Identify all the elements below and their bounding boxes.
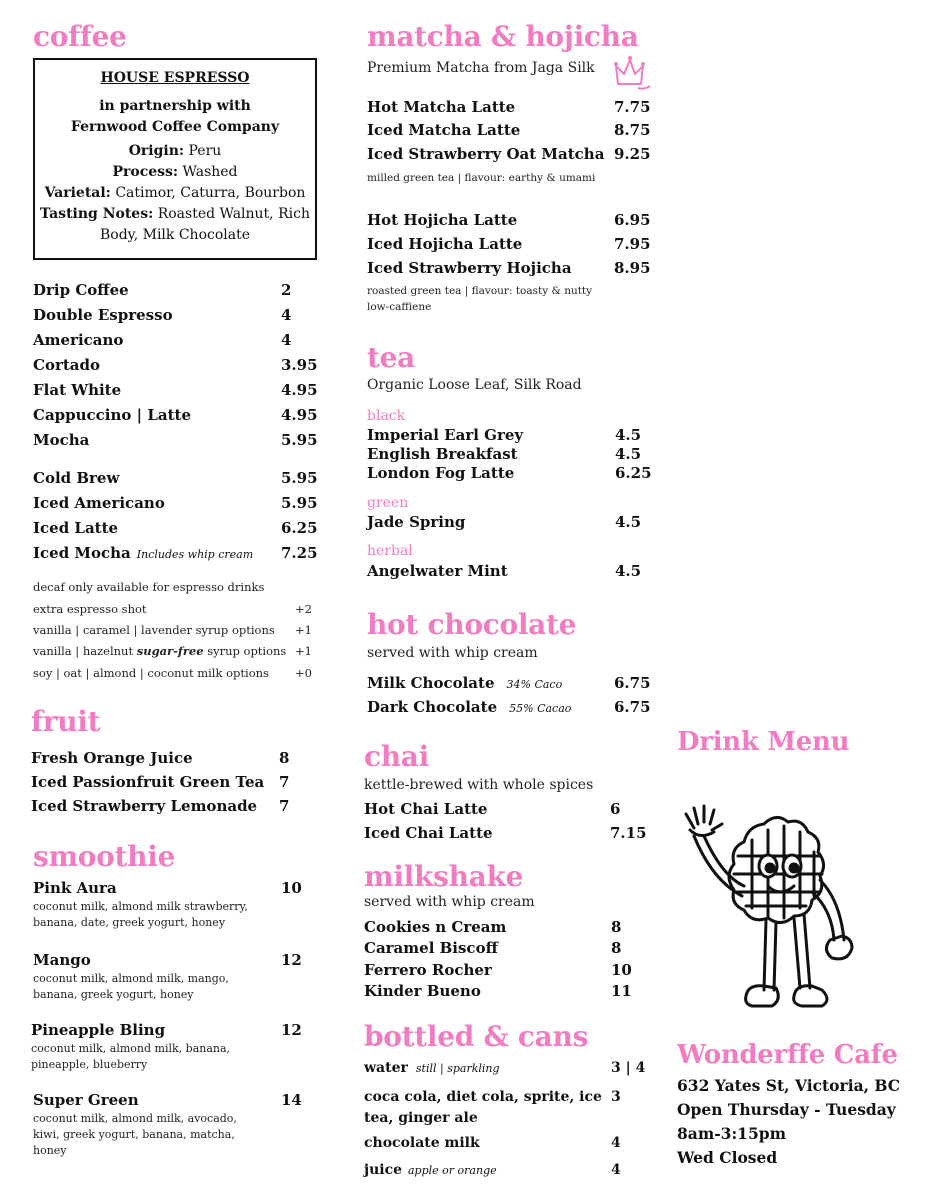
list-item: coca cola, diet cola, sprite, ice tea, ginger ale 3	[364, 1089, 621, 1126]
notes-value-2: Body, Milk Chocolate	[99, 227, 250, 243]
list-item: Caramel Biscoff 8	[364, 939, 622, 957]
house-espresso-box	[33, 58, 317, 260]
list-item: water still | sparkling 3 | 4	[364, 1060, 646, 1076]
tea-category-green: green	[367, 495, 409, 511]
varietal-label: Varietal:	[44, 185, 111, 201]
list-item: Double Espresso 4	[33, 306, 292, 324]
partner-line-1: in partnership with	[99, 98, 251, 114]
list-item: London Fog Latte 6.25	[367, 464, 652, 482]
matcha-heading: matcha & hojicha	[367, 20, 639, 53]
list-item: Pineapple Bling 12 coconut milk, almond milk, banana, pineapple, blueberry	[31, 1021, 302, 1071]
list-item: Jade Spring 4.5	[367, 513, 642, 531]
process-label: Process:	[112, 164, 179, 180]
list-item: Flat White 4.95	[33, 381, 318, 399]
list-item: Mango 12 coconut milk, almond milk, mango, banana, greek yogurt, honey	[33, 951, 302, 1001]
addon-item: extra espresso shot +2	[33, 602, 312, 616]
list-item: Cookies n Cream 8	[364, 918, 622, 936]
list-item: Iced Latte 6.25	[33, 519, 318, 537]
decaf-note: decaf only available for espresso drinks	[33, 580, 265, 594]
list-item: Iced Strawberry Lemonade 7	[31, 797, 290, 815]
list-item: Iced Matcha Latte 8.75	[367, 121, 651, 139]
bottled-heading: bottled & cans	[364, 1020, 589, 1053]
hot-chocolate-subtitle: served with whip cream	[367, 645, 538, 661]
list-item: Cold Brew 5.95	[33, 469, 318, 487]
list-item: Iced Chai Latte 7.15	[364, 824, 647, 842]
addon-item: vanilla | caramel | lavender syrup options +1	[33, 623, 312, 637]
milkshake-heading: milkshake	[364, 860, 524, 893]
tea-category-black: black	[367, 408, 406, 424]
list-item: Iced Strawberry Oat Matcha 9.25	[367, 145, 651, 163]
cafe-hours-days: Open Thursday - Tuesday	[677, 1100, 896, 1119]
list-item: Imperial Earl Grey 4.5	[367, 426, 642, 444]
list-item: Pink Aura 10 coconut milk, almond milk strawberry, banana, date, greek yogurt, honey	[33, 879, 302, 929]
matcha-subtitle: Premium Matcha from Jaga Silk	[367, 60, 595, 76]
hojicha-note-2: low-caffiene	[367, 301, 432, 313]
list-item: Kinder Bueno 11	[364, 982, 632, 1000]
list-item: English Breakfast 4.5	[367, 445, 642, 463]
cafe-hours-time: 8am-3:15pm	[677, 1124, 786, 1143]
list-item: Cortado 3.95	[33, 356, 318, 374]
cafe-address: 632 Yates St, Victoria, BC	[677, 1076, 901, 1095]
milkshake-subtitle: served with whip cream	[364, 894, 535, 910]
list-item: juice apple or orange 4	[364, 1162, 621, 1178]
notes-value-1: Roasted Walnut, Rich	[157, 206, 310, 222]
origin-value: Peru	[188, 143, 222, 159]
chai-subtitle: kettle-brewed with whole spices	[364, 777, 594, 793]
drink-menu-title: Drink Menu	[677, 727, 850, 757]
cafe-closed-day: Wed Closed	[677, 1148, 778, 1167]
crown-logo-icon	[612, 54, 652, 94]
partner-line-2: Fernwood Coffee Company	[70, 119, 280, 135]
hot-chocolate-heading: hot chocolate	[367, 608, 577, 641]
list-item: Angelwater Mint 4.5	[367, 562, 642, 580]
list-item: Milk Chocolate 34% Caco 6.75	[367, 674, 651, 692]
list-item: Fresh Orange Juice 8	[31, 749, 290, 767]
list-item: Iced Mocha Includes whip cream 7.25	[33, 544, 318, 562]
list-item: Hot Chai Latte 6	[364, 800, 621, 818]
tea-subtitle: Organic Loose Leaf, Silk Road	[367, 377, 582, 393]
list-item: Hot Matcha Latte 7.75	[367, 98, 651, 116]
list-item: Mocha 5.95	[33, 431, 318, 449]
chai-heading: chai	[364, 740, 429, 773]
smoothie-heading: smoothie	[33, 840, 176, 873]
origin-label: Origin:	[128, 143, 185, 159]
addon-item: vanilla | hazelnut sugar-free syrup options +1	[33, 644, 312, 658]
list-item: Americano 4	[33, 331, 292, 349]
list-item: Super Green 14 coconut milk, almond milk, avocado, kiwi, greek yogurt, banana, matcha, honey	[33, 1091, 302, 1157]
varietal-value: Catimor, Caturra, Bourbon	[115, 185, 306, 201]
list-item: chocolate milk 4	[364, 1135, 621, 1151]
list-item: Iced Hojicha Latte 7.95	[367, 235, 651, 253]
hojicha-note-1: roasted green tea | flavour: toasty & nutty	[367, 285, 593, 297]
process-value: Washed	[182, 164, 238, 180]
list-item: Hot Hojicha Latte 6.95	[367, 211, 651, 229]
list-item: Ferrero Rocher 10	[364, 961, 632, 979]
list-item: Iced Americano 5.95	[33, 494, 318, 512]
cafe-info	[677, 1074, 900, 1170]
tea-heading: tea	[367, 341, 415, 374]
waffle-mascot-icon	[672, 800, 872, 1018]
notes-label: Tasting Notes:	[40, 206, 154, 222]
list-item: Drip Coffee 2	[33, 281, 292, 299]
list-item: Iced Passionfruit Green Tea 7	[31, 773, 290, 791]
list-item: Dark Chocolate 55% Cacao 6.75	[367, 698, 651, 716]
cafe-name: Wonderffe Cafe	[677, 1040, 898, 1070]
list-item: Cappuccino | Latte 4.95	[33, 406, 318, 424]
fruit-heading: fruit	[31, 705, 101, 738]
list-item: Iced Strawberry Hojicha 8.95	[367, 259, 651, 277]
coffee-heading: coffee	[33, 20, 127, 53]
tea-category-herbal: herbal	[367, 543, 413, 559]
addon-item: soy | oat | almond | coconut milk options +0	[33, 666, 312, 680]
matcha-note: milled green tea | flavour: earthy & umami	[367, 172, 596, 184]
house-espresso-heading: HOUSE ESPRESSO	[100, 70, 250, 86]
